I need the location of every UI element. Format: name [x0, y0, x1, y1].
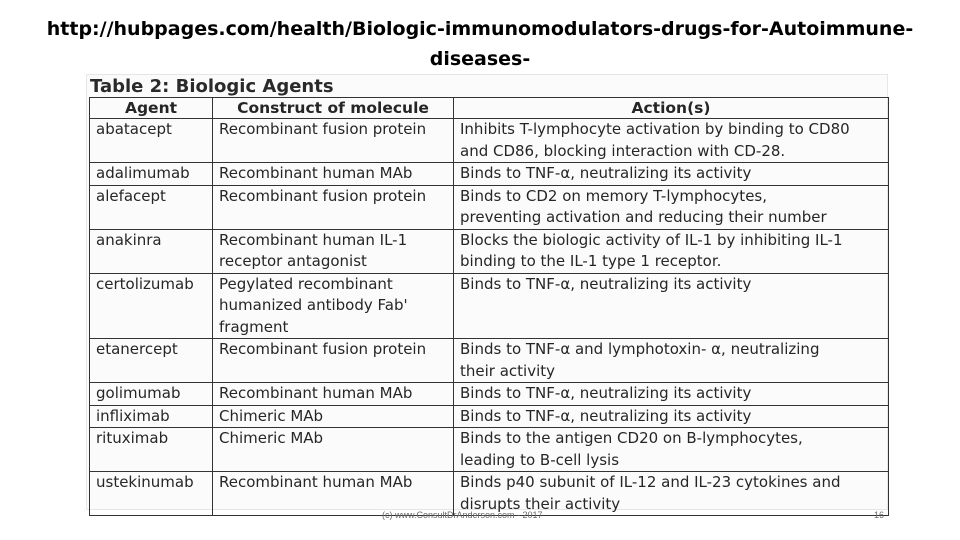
cell-construct: Recombinant human IL-1 receptor antagonist — [213, 229, 454, 273]
table-row — [90, 339, 889, 383]
cell-construct: Recombinant fusion protein — [213, 339, 454, 383]
cell-agent: golimumab — [90, 383, 213, 406]
table-row — [90, 119, 889, 163]
cell-action: Binds to CD2 on memory T-lymphocytes, preventing activation and reducing their number — [454, 185, 889, 229]
cell-action: Inhibits T-lymphocyte activation by binding to CD80 and CD86, blocking interaction with CD-28. — [454, 119, 889, 163]
cell-construct: Recombinant human MAb — [213, 163, 454, 186]
cell-action: Binds to TNF-α, neutralizing its activity — [454, 273, 889, 339]
cell-construct: Chimeric MAb — [213, 428, 454, 472]
cell-action: Blocks the biologic activity of IL-1 by inhibiting IL-1 binding to the IL-1 type 1 receptor. — [454, 229, 889, 273]
cell-agent: anakinra — [90, 229, 213, 273]
cell-action: Binds p40 subunit of IL-12 and IL-23 cytokines and disrupts their activity — [454, 472, 889, 516]
table-row — [90, 383, 889, 406]
header-actions: Action(s) — [454, 98, 889, 119]
table-row — [90, 472, 889, 516]
slide-title-line-1: http://hubpages.com/health/Biologic-immunomodulators-drugs-for-Autoimmune-diseases- — [46, 18, 914, 70]
table-row — [90, 405, 889, 428]
cell-agent: rituximab — [90, 428, 213, 472]
cell-construct: Chimeric MAb — [213, 405, 454, 428]
header-construct: Construct of molecule — [213, 98, 454, 119]
cell-agent: etanercept — [90, 339, 213, 383]
cell-action: Binds to TNF-α, neutralizing its activity — [454, 405, 889, 428]
cell-agent: alefacept — [90, 185, 213, 229]
cell-construct: Recombinant human MAb — [213, 472, 454, 516]
cell-action: Binds to TNF-α, neutralizing its activity — [454, 163, 889, 186]
cell-construct: Recombinant fusion protein — [213, 185, 454, 229]
header-agent: Agent — [90, 98, 213, 119]
biologic-agents-table-figure — [86, 74, 888, 513]
table-row — [90, 229, 889, 273]
table-header-row — [90, 98, 889, 119]
footer-copyright: (c) www.ConsultDrAnderson.com - 2017 — [382, 510, 543, 520]
table-row — [90, 185, 889, 229]
cell-construct: Recombinant human MAb — [213, 383, 454, 406]
cell-agent: certolizumab — [90, 273, 213, 339]
cell-action: Binds to the antigen CD20 on B-lymphocytes, leading to B-cell lysis — [454, 428, 889, 472]
table-caption: Table 2: Biologic Agents — [90, 76, 334, 97]
cell-action: Binds to TNF-α and lymphotoxin- α, neutralizing their activity — [454, 339, 889, 383]
table-row — [90, 428, 889, 472]
slide-page-number: 16 — [874, 510, 885, 520]
table-row — [90, 163, 889, 186]
cell-construct: Recombinant fusion protein — [213, 119, 454, 163]
cell-action: Binds to TNF-α, neutralizing its activity — [454, 383, 889, 406]
cell-agent: infliximab — [90, 405, 213, 428]
table-row — [90, 273, 889, 339]
cell-agent: adalimumab — [90, 163, 213, 186]
cell-agent: ustekinumab — [90, 472, 213, 516]
biologic-agents-table — [89, 97, 889, 516]
cell-agent: abatacept — [90, 119, 213, 163]
cell-construct: Pegylated recombinant humanized antibody Fab' fragment — [213, 273, 454, 339]
